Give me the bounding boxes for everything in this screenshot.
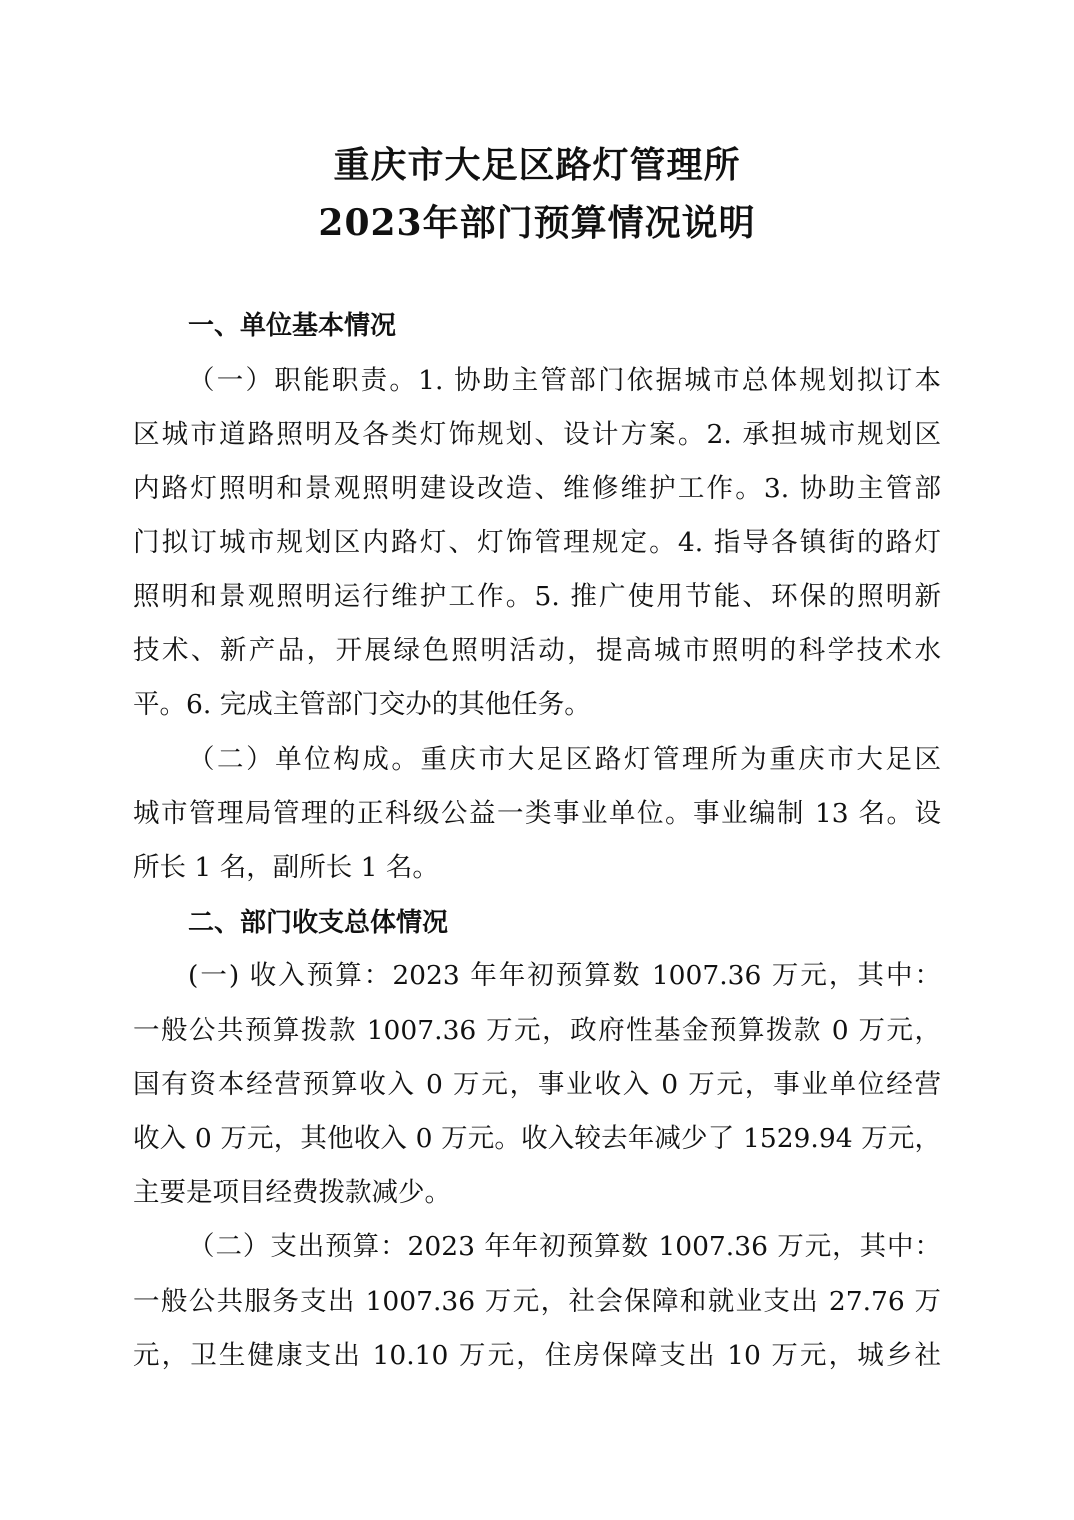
paragraph-line: 一般公共预算拨款 1007.36 万元，政府性基金预算拨款 0 万元， xyxy=(133,1015,941,1046)
paragraph-line: 门拟订城市规划区内路灯、灯饰管理规定。4. 指导各镇街的路灯 xyxy=(133,527,941,558)
document-title-line2: 2023年部门预算情况说明 xyxy=(318,202,756,244)
paragraph-line: 照明和景观照明运行维护工作。5. 推广使用节能、环保的照明新 xyxy=(133,581,941,612)
paragraph-line: （二）单位构成。重庆市大足区路灯管理所为重庆市大足区 xyxy=(188,744,941,775)
paragraph-line: 所长 1 名，副所长 1 名。 xyxy=(133,852,439,883)
paragraph-line: 主要是项目经费拨款减少。 xyxy=(133,1177,451,1208)
paragraph-line: 内路灯照明和景观照明建设改造、维修维护工作。3. 协助主管部 xyxy=(133,473,941,504)
document-title-line1: 重庆市大足区路灯管理所 xyxy=(333,144,741,186)
paragraph-line: 国有资本经营预算收入 0 万元，事业收入 0 万元，事业单位经营 xyxy=(133,1069,941,1100)
paragraph-line: 城市管理局管理的正科级公益一类事业单位。事业编制 13 名。设 xyxy=(133,798,941,829)
paragraph-line: 一般公共服务支出 1007.36 万元，社会保障和就业支出 27.76 万 xyxy=(133,1286,941,1317)
paragraph-line: 收入 0 万元，其他收入 0 万元。收入较去年减少了 1529.94 万元， xyxy=(133,1123,941,1154)
paragraph-line: 技术、新产品，开展绿色照明活动，提高城市照明的科学技术水 xyxy=(133,635,941,666)
section-heading-2: 二、部门收支总体情况 xyxy=(188,908,449,938)
paragraph-line: （一）职能职责。1. 协助主管部门依据城市总体规划拟订本 xyxy=(188,365,941,396)
paragraph-line: （二）支出预算：2023 年年初预算数 1007.36 万元，其中： xyxy=(188,1231,941,1262)
paragraph-line: 平。6. 完成主管部门交办的其他任务。 xyxy=(133,689,591,720)
paragraph-line: 区城市道路照明及各类灯饰规划、设计方案。2. 承担城市规划区 xyxy=(133,419,941,450)
section-heading-1: 一、单位基本情况 xyxy=(188,311,397,341)
paragraph-line: 元，卫生健康支出 10.10 万元，住房保障支出 10 万元，城乡社 xyxy=(133,1340,941,1371)
paragraph-line: (一) 收入预算：2023 年年初预算数 1007.36 万元，其中： xyxy=(188,960,941,991)
